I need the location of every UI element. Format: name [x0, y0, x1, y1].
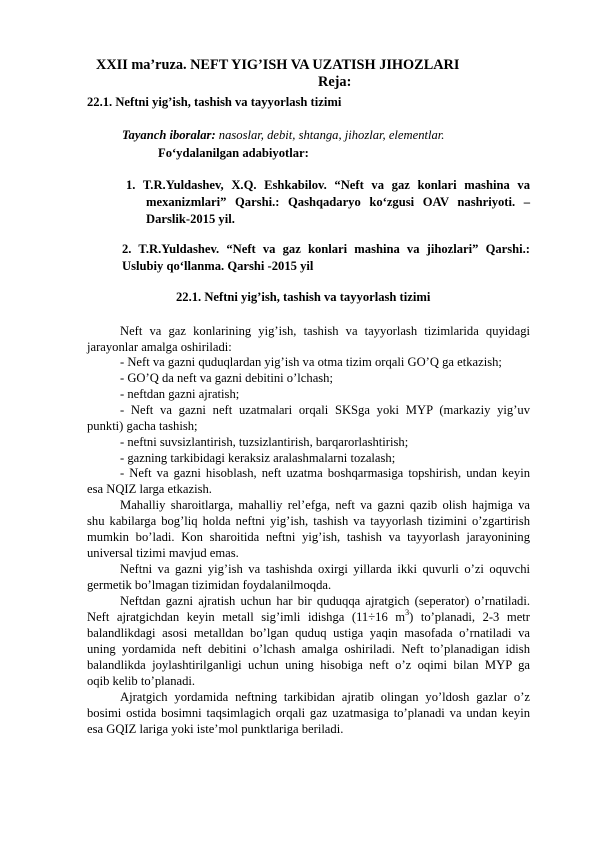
body-text: ) to’planadi, 2-3 metr	[409, 610, 530, 624]
list-item: - neftdan gazni ajratish;	[120, 387, 240, 401]
body-line: bosimi ostida bosimni taqsimlagich orqali gaz uzatmasiga to’planadi va undan keyin	[87, 706, 530, 720]
keywords-label: Tayanch iboralar:	[122, 128, 216, 142]
ref1-line1: 1. T.R.Yuldashev, X.Q. Eshkabilov. “Neft va gaz konlari mashina va	[126, 178, 530, 192]
literature-heading: Fo‘ydalanilgan adabiyotlar:	[158, 146, 309, 160]
body-line: punkti) gacha tashish;	[87, 419, 198, 433]
ref2-line1: 2. T.R.Yuldashev. “Neft va gaz konlari mashina va jihozlari” Qarshi.:	[122, 242, 530, 256]
ref1-line2: mexanizmlari” Qarshi.: Qashqadaryo ko‘zgusi OAV nashriyoti. –	[146, 195, 530, 209]
body-line: jarayonlar amalga oshiriladi:	[87, 340, 232, 354]
ref2-line2: Uslubiy qo‘llanma. Qarshi -2015 yil	[122, 259, 314, 273]
body-line: esa GQIZ lariga yoki iste’mol punktlariga beriladi.	[87, 722, 344, 736]
list-item: - GO’Q da neft va gazni debitini o’lchash;	[120, 371, 333, 385]
body-line: germetik bo’lmagan tizimidan foydalanilmoqda.	[87, 578, 332, 592]
body-line: Ajratgich yordamida neftning tarkibidan ajratib olingan yo’ldosh gazlar o’z	[120, 690, 530, 704]
body-text: Neft ajratgichdan keyin metall sig’imli idishga (11÷16 m	[87, 610, 406, 624]
body-line: Mahalliy sharoitlarga, mahalliy rel’efga, neft va gazni qazib olish hajmiga va	[120, 498, 530, 512]
list-item: - Neft va gazni quduqlardan yig’ish va otma tizim orqali GO’Q ga etkazish;	[120, 355, 502, 369]
keywords-line	[122, 128, 444, 143]
body-line: oqib kelib to’planadi.	[87, 674, 196, 688]
list-item: - Neft va gazni neft uzatmalari orqali SKSga yoki MYP (markaziy yig’uv	[120, 403, 530, 417]
body-line: uning yordamida neft debitini o’lchash amalga oshiriladi. Neft to’planadigan idish	[87, 642, 530, 656]
section-heading: 22.1. Neftni yig’ish, tashish va tayyorlash tizimi	[176, 290, 431, 304]
body-line: shu kabilarga bog’liq holda neftni yig’ish, tashish va tayyorlash tizimini o’zgartirish	[87, 514, 530, 528]
body-line: universal tizimi mavjud emas.	[87, 546, 239, 560]
list-item: - gazning tarkibidagi keraksiz aralashmalarni tozalash;	[120, 451, 396, 465]
list-item: - Neft va gazni hisoblash, neft uzatma boshqarmasiga topshirish, undan keyin	[120, 466, 530, 480]
body-line: balandlikda joylashtirilganligi uchun uning hisobiga neft o’z oqimi bilan MYP ga	[87, 658, 530, 672]
body-line	[87, 607, 530, 625]
lecture-title: XXII ma’ruza. NEFT YIG’ISH VA UZATISH JIHOZLARI	[96, 57, 460, 73]
body-line: esa NQIZ larga etkazish.	[87, 482, 212, 496]
body-line: mumkin bo’ladi. Kon sharoitida neftni yig’ish, tashish va tayyorlash jarayonining	[87, 530, 530, 544]
superscript: 3	[405, 607, 410, 617]
body-line: Neftni va gazni yig’ish va tashishda oxirgi yillarda ikki quvurli o’zi oquvchi	[120, 562, 530, 576]
body-line: Neft va gaz konlarining yig’ish, tashish va tayyorlash tizimlarida quyidagi	[120, 324, 530, 338]
list-item: - neftni suvsizlantirish, tuzsizlantirish, barqarorlashtirish;	[120, 435, 409, 449]
body-line: balandlikdagi asosi metalldan bo’lgan quduq ustiga yaqin masofada o’rnatiladi va	[87, 626, 530, 640]
ref1-line3: Darslik-2015 yil.	[146, 212, 235, 226]
body-line: Neftdan gazni ajratish uchun har bir quduqqa ajratgich (seperator) o’rnatiladi.	[120, 594, 530, 608]
keywords-text: nasoslar, debit, shtanga, jihozlar, elementlar.	[215, 128, 445, 142]
plan-heading: Reja:	[318, 74, 352, 90]
plan-item: 22.1. Neftni yig’ish, tashish va tayyorlash tizimi	[87, 95, 342, 109]
